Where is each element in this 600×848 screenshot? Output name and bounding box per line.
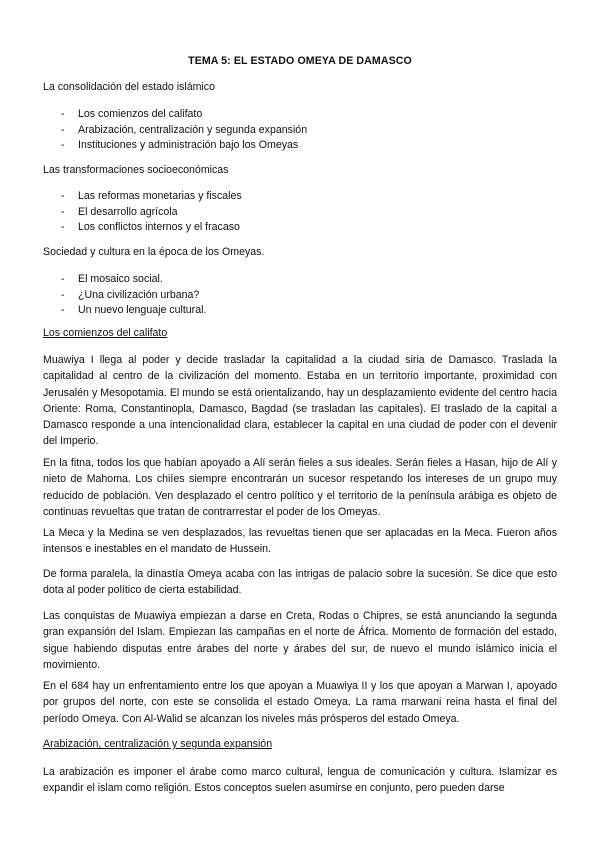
list-item: - El desarrollo agrícola <box>61 205 178 218</box>
paragraph-muawiya: Muawiya I llega al poder y decide trasladar la capitalidad a la ciudad siria de Damasco. Traslada la capitalidad al centro de la civilización del momento. Estaba en un territorio importante, proximidad con Jerusalén y Mesopotamia. El mundo se está orientalizando, hay un desplazamiento evidente del centro hacia Oriente: Roma, Constantinopla, Damasco, Bagdad (se trasladan las capitales). El traslado de la capital a Damasco responde a una intencionalidad clara, establecer la capital en una ciudad de poder con el devenir del Imperio. <box>43 354 557 448</box>
document-title: TEMA 5: EL ESTADO OMEYA DE DAMASCO <box>188 55 412 67</box>
list-item: - ¿Una civilización urbana? <box>61 288 200 301</box>
outline-list-consolidacion <box>43 107 307 154</box>
paragraph-conquistas: Las conquistas de Muawiya empiezan a darse en Creta, Rodas o Chipres, se está anunciando la segunda gran expansión del Islam. Empiezan las campañas en el norte de África. Momento de formación del estado, sigue habiendo disputas entre árabes del norte y árabes del sur, de nuevo el mundo islámico inicia el movimiento. <box>43 610 557 671</box>
outline-heading-transformaciones: Las transformaciones socioeconómicas <box>43 164 229 176</box>
list-item: - Las reformas monetarias y fiscales <box>61 190 242 202</box>
list-item: - Los conflictos internos y el fracaso <box>61 221 240 233</box>
list-item: - Un nuevo lenguaje cultural. <box>61 304 207 316</box>
paragraph-fitna: En la fitna, todos los que habían apoyado a Alí serán fieles a sus ideales. Serán fieles a Hasan, hijo de Alí y nieto de Mahoma. Los chiíes siempre encontrarán un sucesor respetando los intereses de un grupo muy reducido de población. Ven desplazado el centro político y el territorio de la península arábiga es objeto de continuas revueltas que tratan de contrarrestar el poder de los Omeyas. <box>43 457 557 518</box>
paragraph-meca: La Meca y la Medina se ven desplazados, las revueltas tienen que ser aplacadas en la Meca. Fueron años intensos e inestables en el mandato de Hussein. <box>43 527 557 556</box>
paragraph-arabizacion: La arabización es imponer el árabe como marco cultural, lengua de comunicación y cultura. Islamizar es expandir el islam como religión. Estos conceptos suelen asumirse en conjunto, pero pueden darse <box>43 766 557 795</box>
outline-heading-consolidacion: La consolidación del estado islámico <box>43 81 215 93</box>
paragraph-684: En el 684 hay un enfrentamiento entre los que apoyan a Muawiya II y los que apoyan a Marwan I, apoyado por grupos del norte, con este se consolida el estado Omeya. La rama marwani reina hasta el final del período Omeya. Con Al-Walid se alcanzan los niveles más prósperos del estado Omeya. <box>43 680 557 725</box>
list-item: - Los comienzos del califato <box>61 108 203 120</box>
list-item: - Instituciones y administración bajo los Omeyas <box>61 139 299 151</box>
section-heading-comienzos: Los comienzos del califato <box>43 327 168 339</box>
list-item: - El mosaico social. <box>61 273 163 285</box>
paragraph-dinastia: De forma paralela, la dinastía Omeya acaba con las intrigas de palacio sobre la sucesión. Se dice que esto dota al poder político de cierta estabilidad. <box>43 568 557 597</box>
list-item: - Arabización, centralización y segunda expansión <box>61 123 308 136</box>
outline-list-transformaciones <box>43 189 242 236</box>
outline-list-sociedad <box>43 272 206 319</box>
outline-heading-sociedad: Sociedad y cultura en la época de los Omeyas. <box>43 246 265 258</box>
section-heading-arabizacion: Arabización, centralización y segunda expansión <box>43 738 273 750</box>
